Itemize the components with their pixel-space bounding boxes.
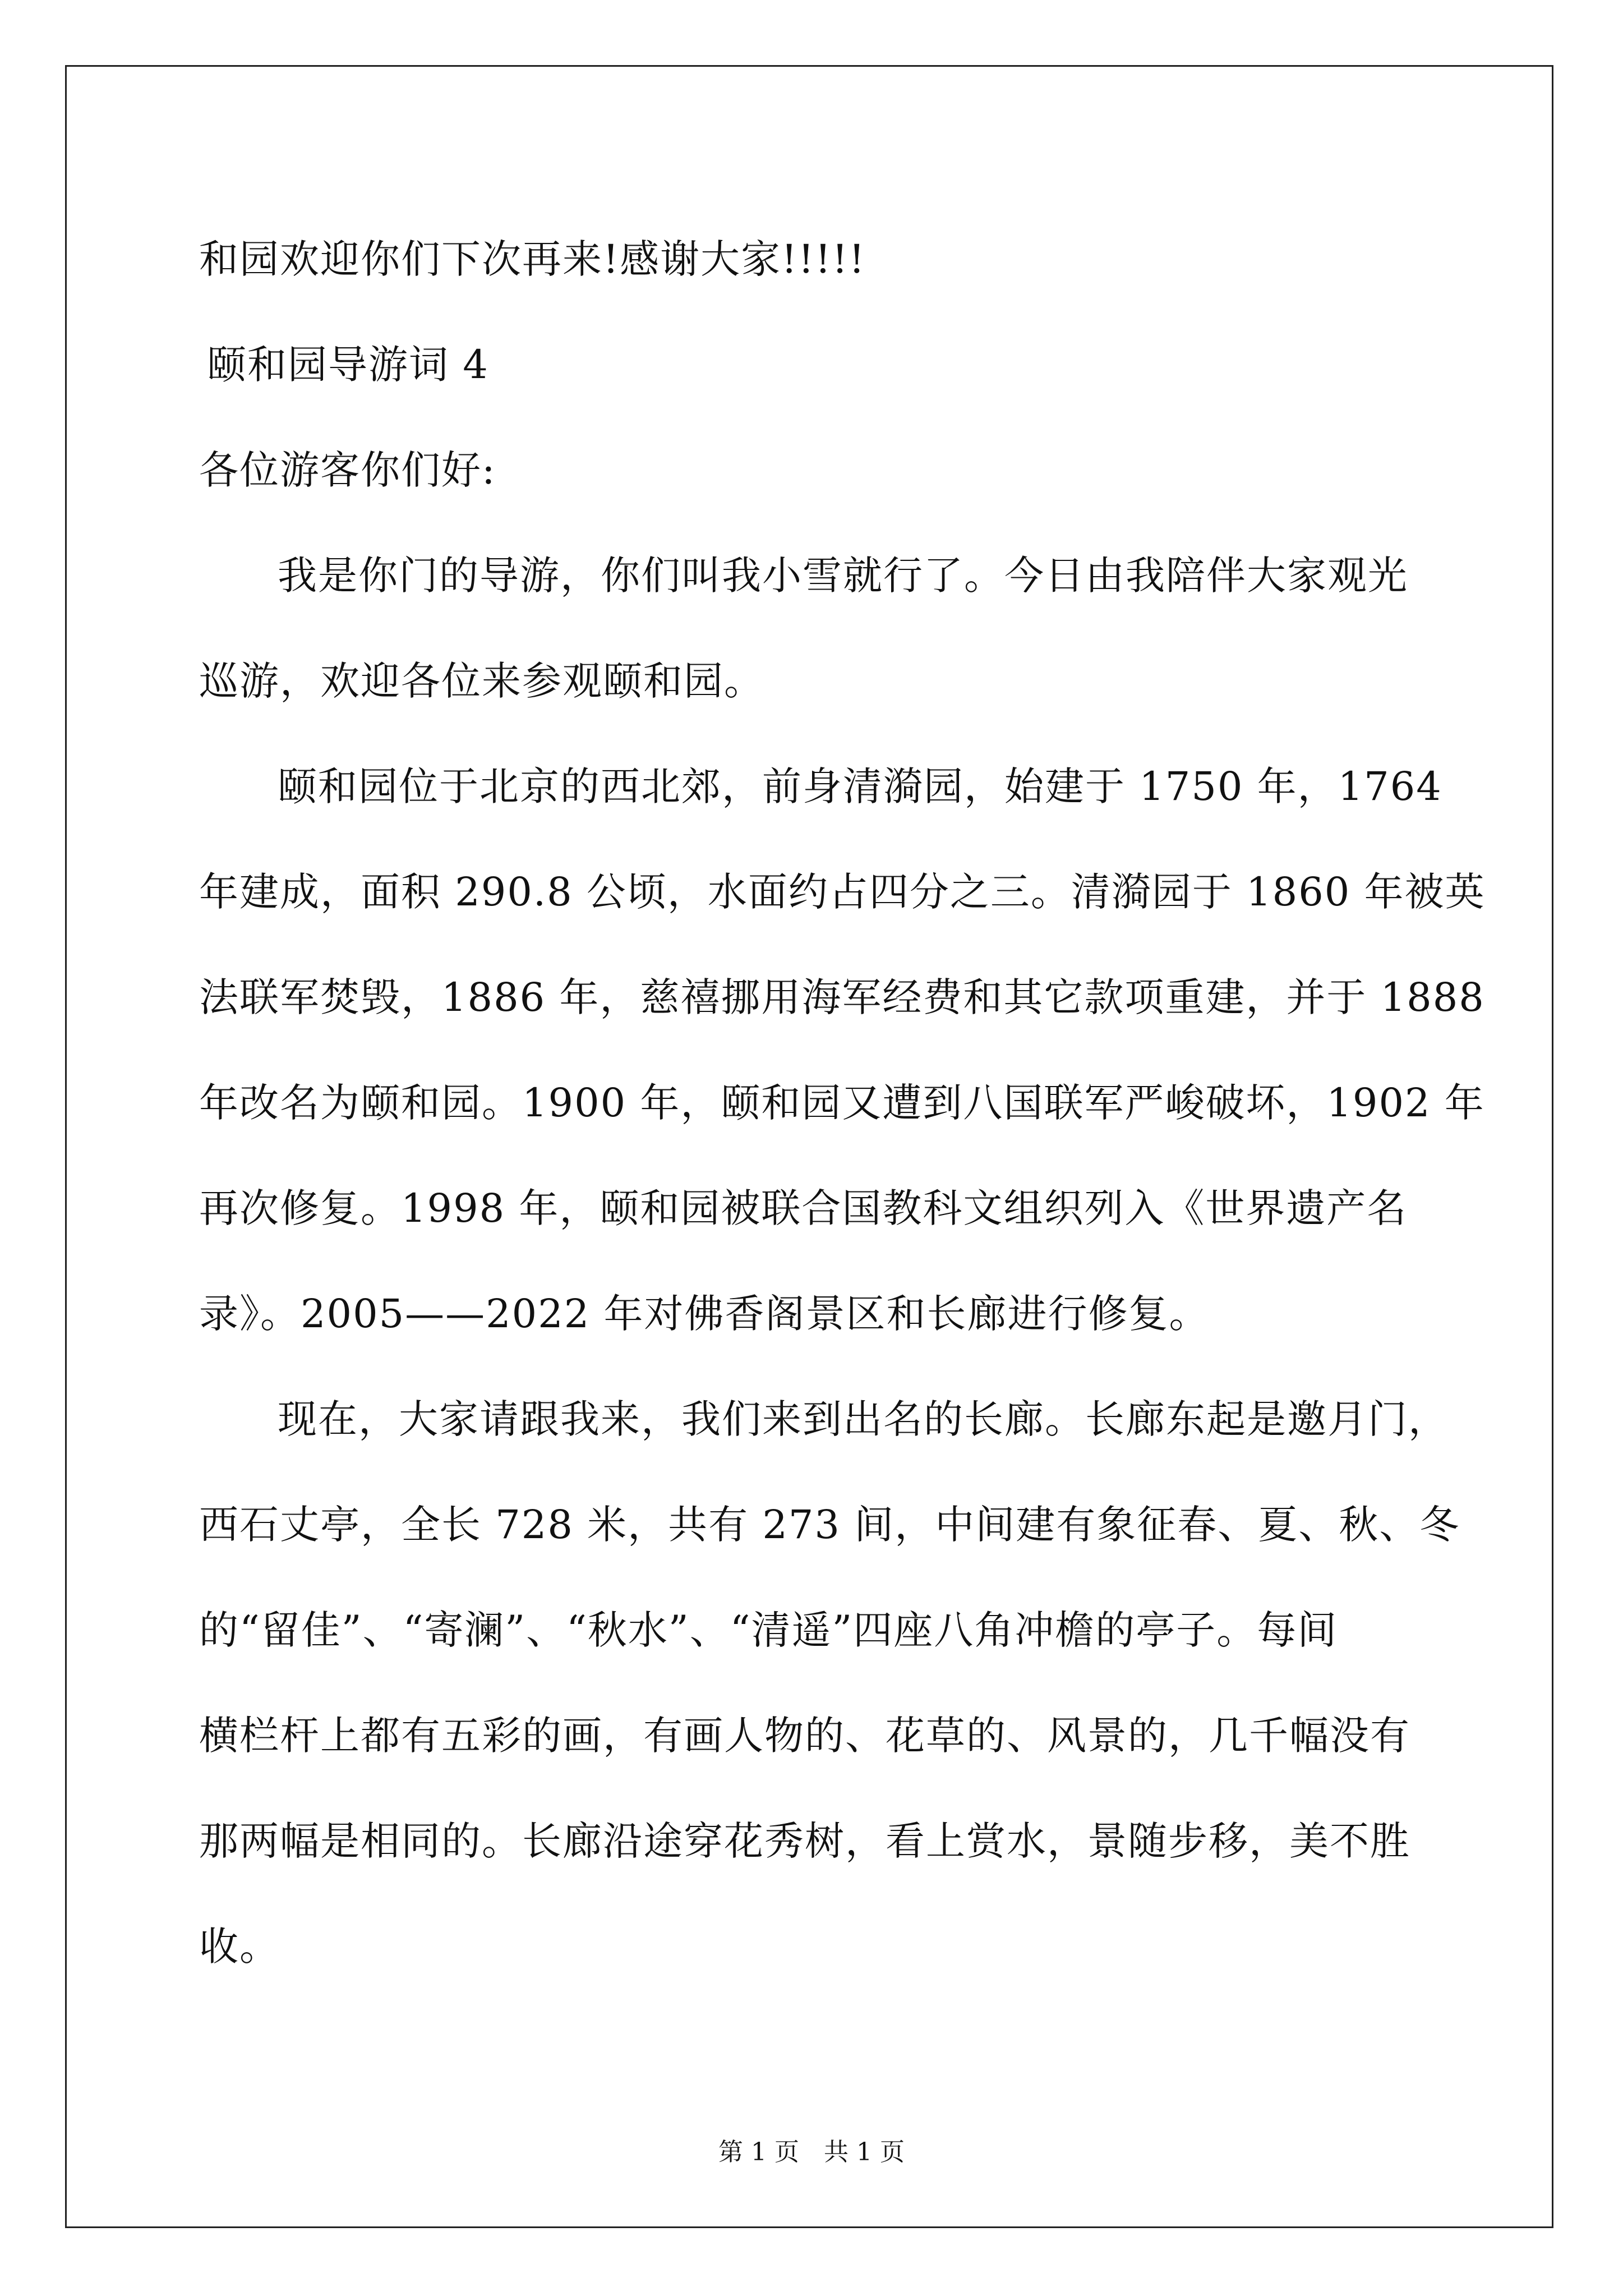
section-heading: 颐和园导游词 4	[207, 342, 489, 388]
document-body	[199, 206, 1486, 1999]
paragraph-1-line-2: 巡游，欢迎各位来参观颐和园。	[199, 658, 764, 704]
paragraph-2-line-3: 法联军焚毁，1886 年，慈禧挪用海军经费和其它款项重建，并于 1888	[199, 974, 1485, 1020]
greeting-line: 各位游客你们好:	[199, 447, 496, 493]
paragraph-2-line-4: 年改名为颐和园。1900 年，颐和园又遭到八国联军严峻破坏，1902 年	[199, 1080, 1485, 1126]
paragraph-3-line-6: 收。	[199, 1924, 280, 1970]
paragraph-1-line-1: 我是你门的导游，你们叫我小雪就行了。今日由我陪伴大家观光	[278, 553, 1408, 599]
paragraph-3-line-5: 那两幅是相同的。长廊沿途穿花秀树，看上赏水，景随步移，美不胜	[199, 1818, 1410, 1864]
page-footer: 第 1 页 共 1 页	[718, 2138, 905, 2166]
paragraph-2-line-5: 再次修复。1998 年，颐和园被联合国教科文组织列入《世界遗产名	[199, 1185, 1408, 1231]
paragraph-2-line-2: 年建成，面积 290.8 公顷，水面约占四分之三。清漪园于 1860 年被英	[199, 869, 1486, 915]
paragraph-3-line-1: 现在，大家请跟我来，我们来到出名的长廊。长廊东起是邀月门，	[278, 1396, 1449, 1442]
paragraph-3-line-4: 横栏杆上都有五彩的画，有画人物的、花草的、风景的，几千幅没有	[199, 1713, 1410, 1759]
paragraph-2-line-6: 录》。2005——2022 年对佛香阁景区和长廊进行修复。	[199, 1291, 1210, 1337]
paragraph-2-line-1: 颐和园位于北京的西北郊，前身清漪园，始建于 1750 年，1764	[278, 763, 1442, 809]
text-line: 和园欢迎你们下次再来!感谢大家!!!!!	[199, 236, 866, 282]
paragraph-3-line-3: 的“留佳”、“寄澜”、“秋水”、“清遥”四座八角冲檐的亭子。每间	[199, 1607, 1338, 1653]
paragraph-3-line-2: 西石丈亭，全长 728 米，共有 273 间，中间建有象征春、夏、秋、冬	[199, 1502, 1460, 1548]
